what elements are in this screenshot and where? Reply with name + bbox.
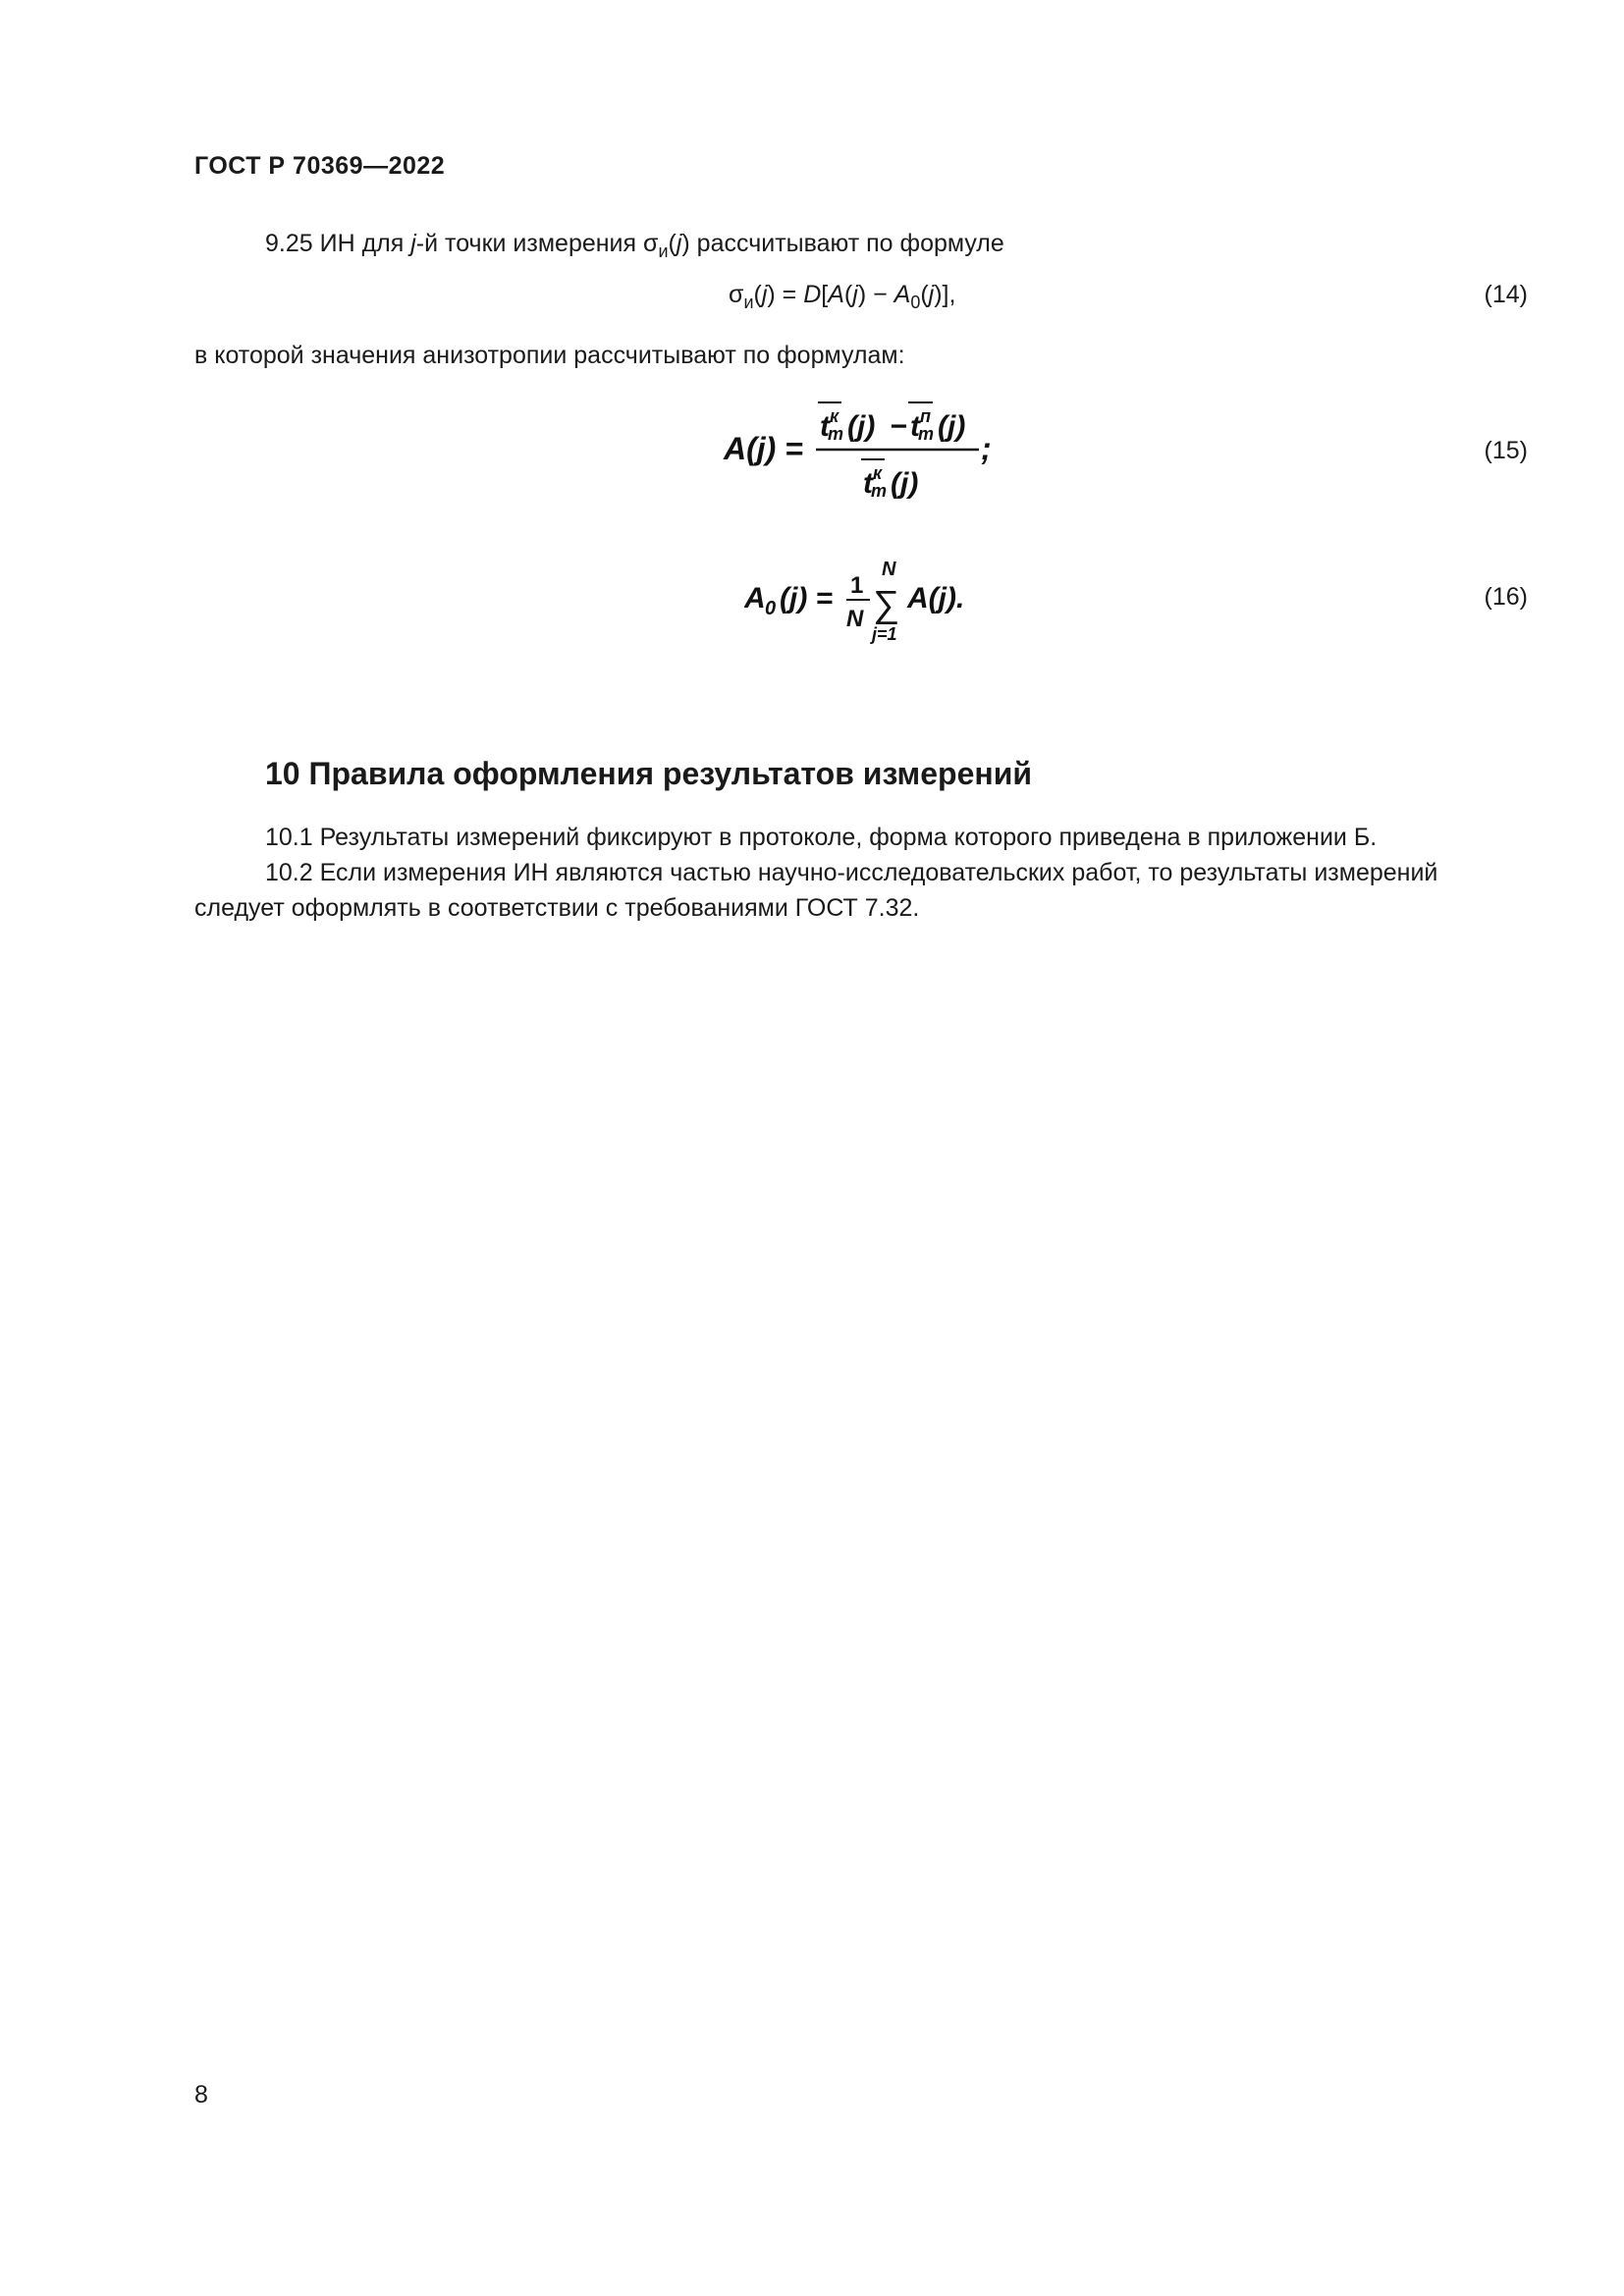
eq16-sum-symbol: ∑ [873,584,900,625]
eq16-sum-bottom: j=1 [872,624,897,644]
eq14-j3: j [928,281,935,308]
p925-text-b: -й точки измерения σ [415,230,659,257]
equation-number-16: (16) [1484,583,1528,611]
eq15-den-t: t [863,467,873,500]
eq14-A0: A [893,281,911,308]
p925-j2: j [676,230,682,257]
eq15-num-sub1: m [828,424,844,444]
eq14-mid: ) = [767,281,804,308]
p925-text-d: ) рассчитывают по формуле [681,230,1004,257]
eq14-o3: ( [920,281,929,308]
paragraph-9-25 [265,226,1004,269]
equation-number-15: (15) [1484,437,1528,464]
eq14-j2: j [852,281,858,308]
p925-j: j [410,230,416,257]
paragraph-intro-formulas: в которой значения анизотропии рассчитывают по формулам: [194,342,905,369]
eq14-o2: ( [843,281,853,308]
formula-15 [722,393,997,510]
eq14-lb: [ [821,281,829,308]
eq16-rhs: A(j). [907,582,965,614]
eq16-lhs-A: A [744,582,766,614]
eq15-num-j1: (j) [847,410,876,443]
document-header: ГОСТ Р 70369—2022 [194,152,446,180]
section-10-title: 10 Правила оформления результатов измерений [265,756,1033,791]
eq14-open: ( [753,281,762,308]
eq16-frac-den: N [846,606,864,632]
eq15-den-sub: m [871,481,888,501]
eq16-lhs-sub: 0 [765,598,777,619]
eq15-num-t2: t [910,410,920,443]
eq15-num-t1: t [820,410,830,443]
eq15-den-j: (j) [891,467,919,500]
eq15-lhs: A(j) = [724,431,803,466]
eq15-num-j2: (j) [938,410,966,443]
formula-16 [744,556,990,654]
page-number: 8 [194,2081,208,2109]
eq14-sigma: σ [729,281,744,308]
eq15-num-sup2: п [920,406,931,426]
paragraph-10-1: 10.1 Результаты измерений фиксируют в протоколе, форма которого приведена в приложении Б. [265,824,1378,851]
eq14-minus: ) − [857,281,894,308]
eq16-frac-num: 1 [850,572,864,599]
eq15-num-sub2: m [918,424,935,444]
eq14-D: D [803,281,822,308]
p925-text-a: 9.25 ИН для [265,230,411,257]
p925-text-c: ( [668,230,677,257]
p925-sub: и [658,241,669,261]
eq15-num-minus: − [890,410,907,443]
eq15-num-sup1: к [830,406,839,426]
equation-number-14: (14) [1484,281,1528,308]
eq14-j: j [761,281,768,308]
eq14-sub0: 0 [910,293,921,312]
eq14-A: A [828,281,844,308]
paragraph-10-2: 10.2 Если измерения ИН являются частью научно-исследовательских работ, то результаты измерений следует оформлять в соответствии с требованиями ГОСТ 7.32. [194,859,1438,922]
formula-14 [729,281,955,313]
eq16-sum-top: N [882,559,896,580]
eq14-sub-i: и [743,293,754,312]
eq15-den-sup: к [873,463,883,483]
eq15-semicolon: ; [981,431,992,466]
eq16-lhs-j: (j) = [780,582,834,614]
eq14-end: )], [934,281,956,308]
